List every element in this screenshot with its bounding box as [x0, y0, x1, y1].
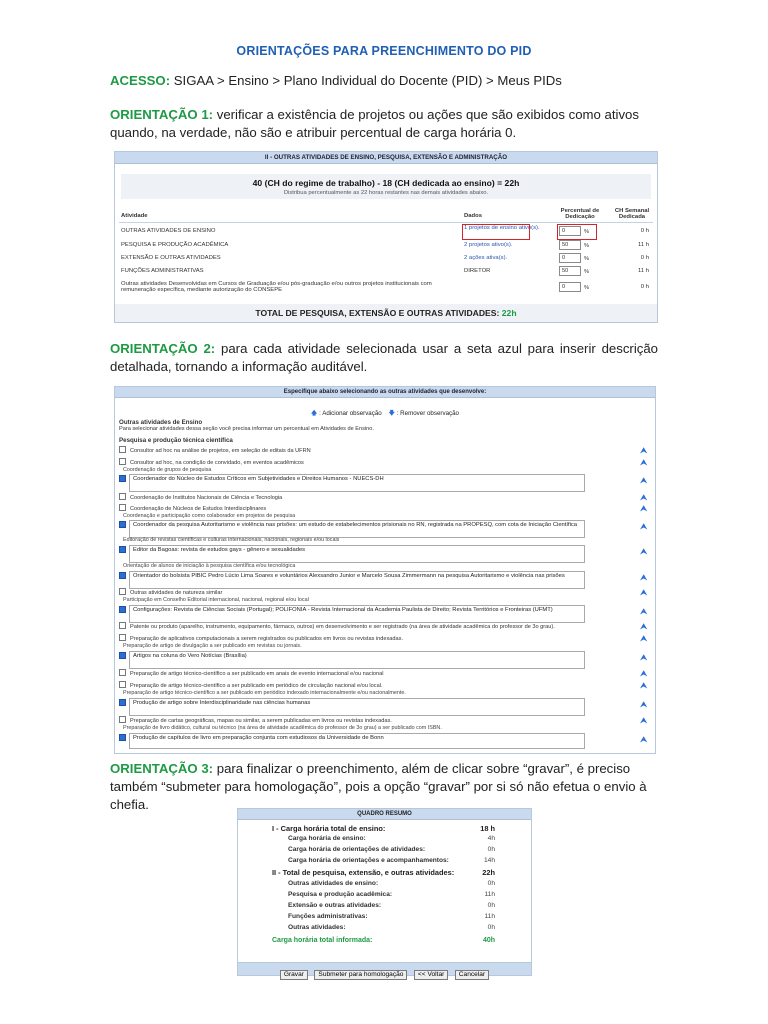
summary-row — [238, 937, 531, 948]
table-row — [119, 279, 653, 297]
arrow-up-icon[interactable]: ⮝ — [640, 493, 647, 502]
row-ch: 0 h — [640, 228, 649, 234]
item-caption: Preparação de artigo técnico-científico a ser publicado em periódico indexado internacionalmente e/ou nacionalmente. — [123, 690, 406, 696]
arrow-up-icon[interactable]: ⮝ — [640, 547, 647, 556]
acesso-text: SIGAA > Ensino > Plano Individual do Docente (PID) > Meus PIDs — [173, 73, 562, 88]
arrow-up-icon[interactable]: ⮝ — [640, 700, 647, 709]
arrow-up-icon[interactable]: ⮝ — [640, 669, 647, 678]
list-item — [119, 635, 639, 642]
observation-textarea[interactable]: Configurações: Revista de Ciências Sociais (Portugal); POLIFONIA - Revista Internacional da Academia Paulista de Direito; Revista Territórios e Fronteiras (UFMT) — [129, 605, 585, 623]
item-label: Outras atividades de natureza similar — [130, 589, 223, 596]
item-label: Preparação de cartas geográficas, mapas ou similar, a serem publicadas em livros ou revistas indexadas. — [130, 717, 392, 724]
ch-summary-box — [121, 174, 651, 199]
summary-row — [238, 824, 531, 835]
add-obs-label: : Adicionar observação — [319, 410, 382, 417]
summary-row — [238, 857, 531, 868]
arrow-up-icon[interactable]: ⮝ — [640, 681, 647, 690]
orientacao2-label: ORIENTAÇÃO 2: — [110, 341, 216, 356]
item-label: Preparação de aplicativos computacionais a serem registrados ou publicados em livros ou revistas indexadas. — [130, 635, 403, 642]
total-bar — [115, 304, 657, 322]
pct-sign: % — [584, 255, 589, 262]
orientacao1-text: verificar a existência de projetos ou ações que são exibidos como ativos quando, na verdade, não são e atribuir percentual de carga horária 0. — [110, 107, 639, 140]
item-caption: Coordenação e participação como colaborador em projetos de pesquisa — [123, 513, 296, 519]
list-item — [119, 682, 639, 689]
item-caption: Coordenação de grupos de pesquisa — [123, 467, 212, 473]
checkbox[interactable] — [119, 588, 126, 595]
observation-legend — [115, 408, 655, 419]
pct-input[interactable]: 50 — [559, 266, 581, 276]
summary-value: 18 h — [480, 824, 495, 833]
row-dados-link[interactable]: 2 ações ativa(s). — [464, 255, 508, 261]
gravar-button[interactable]: Gravar — [280, 970, 308, 980]
table-header — [119, 208, 653, 223]
checkbox-checked[interactable] — [119, 475, 126, 482]
arrow-up-icon[interactable]: ⮝ — [640, 446, 647, 455]
observation-textarea[interactable]: Coordenador da pesquisa Autoritarismo e violência nas prisões: um estudo de estabelecimentos prisionais no RN, registrada na PROPESQ, com cota de Iniciação Científica — [129, 520, 585, 538]
orientacao3-paragraph — [110, 760, 658, 814]
list-item — [119, 623, 639, 630]
summary-row — [238, 913, 531, 924]
section-header: II - OUTRAS ATIVIDADES DE ENSINO, PESQUISA, EXTENSÃO E ADMINISTRAÇÃO — [115, 152, 657, 164]
summary-label: Carga horária de orientações e acompanhamentos: — [288, 857, 449, 864]
cancelar-button[interactable]: Cancelar — [455, 970, 489, 980]
item-label: Patente ou produto (aparelho, instrumento, equipamento, fármaco, outros) em desenvolvimento e ser registrado (na área de atividade acadêmica do professor de 3o grau). — [130, 623, 555, 630]
item-label: Coordenação de Institutos Nacionais de Ciência e Tecnologia — [130, 494, 283, 501]
summary-label: II - Total de pesquisa, extensão, e outras atividades: — [272, 868, 455, 877]
pct-input[interactable]: 0 — [559, 282, 581, 292]
summary-value: 0h — [487, 924, 495, 931]
summary-row — [238, 891, 531, 902]
summary-row — [238, 902, 531, 913]
row-dados-link[interactable]: 1 projetos de ensino ativo(s). — [464, 225, 540, 231]
section-title: Pesquisa e produção técnica científica — [119, 437, 233, 444]
summary-value: 14h — [483, 857, 495, 864]
arrow-up-icon[interactable]: ⮝ — [640, 588, 647, 597]
summary-row — [238, 868, 531, 879]
arrow-up-icon[interactable]: ⮝ — [640, 634, 647, 643]
summary-value: 11h — [484, 891, 495, 898]
summary-value: 4h — [487, 835, 495, 842]
observation-textarea[interactable]: Produção de artigo sobre Interdisciplinaridade nas ciências humanas — [129, 698, 585, 716]
arrow-up-icon[interactable]: ⮝ — [640, 735, 647, 744]
list-item — [119, 447, 639, 454]
pct-input[interactable]: 0 — [559, 253, 581, 263]
item-caption: Preparação de artigo de divulgação a ser publicado em revistas ou jornais. — [123, 643, 302, 649]
summary-row — [238, 880, 531, 891]
arrow-up-icon[interactable]: ⮝ — [640, 653, 647, 662]
highlight-percent-box — [557, 224, 597, 240]
page-title: ORIENTAÇÕES PARA PREENCHIMENTO DO PID — [236, 44, 532, 58]
orientacao3-text: para finalizar o preenchimento, além de clicar sobre “gravar”, é preciso também “submeter para homologação”, pois a opção “gravar” por si só não efetua o envio à chefia. — [110, 761, 647, 812]
row-atividade: Outras atividades Desenvolvidas em Cursos de Graduação e/ou pós-graduação e/ou outros projetos institucionais com remuneração específica, mediante autorização do CONSEPE — [121, 281, 432, 293]
summary-value: 0h — [487, 902, 495, 909]
row-dados: DIRETOR — [464, 268, 491, 274]
row-atividade: FUNÇÕES ADMINISTRATIVAS — [121, 268, 204, 274]
pct-sign: % — [584, 228, 589, 235]
summary-label: I - Carga horária total de ensino: — [272, 824, 386, 833]
checkbox[interactable] — [119, 716, 126, 723]
summary-screenshot — [237, 808, 532, 964]
item-caption: Orientação de alunos de iniciação à pesquisa científica e/ou tecnológica — [123, 563, 296, 569]
row-atividade: OUTRAS ATIVIDADES DE ENSINO — [121, 228, 216, 234]
pct-input[interactable]: 0 — [559, 226, 581, 236]
orientacao3-label: ORIENTAÇÃO 3: — [110, 761, 214, 776]
highlight-dados-box — [462, 224, 530, 240]
item-caption: Editoração de revistas científicas e culturas internacionais, nacionais, regionais e/ou locais — [123, 537, 340, 543]
list-item — [119, 459, 639, 466]
arrow-up-icon[interactable]: ⮝ — [640, 458, 647, 467]
checkbox[interactable] — [119, 504, 126, 511]
arrow-up-icon[interactable]: ⮝ — [640, 716, 647, 725]
total-value: 22h — [501, 308, 517, 318]
selection-header: Especifique abaixo selecionando as outras atividades que desenvolve: — [115, 387, 655, 398]
total-label: TOTAL DE PESQUISA, EXTENSÃO E OUTRAS ATIVIDADES: — [255, 308, 500, 318]
activities-screenshot — [114, 151, 658, 323]
arrow-up-icon[interactable]: ⮝ — [640, 573, 647, 582]
ch-formula: 40 (CH do regime de trabalho) - 18 (CH dedicada ao ensino) = 22h — [252, 178, 520, 188]
pct-sign: % — [584, 268, 589, 275]
summary-label: Extensão e outras atividades: — [288, 902, 382, 909]
summary-label: Pesquisa e produção acadêmica: — [288, 891, 393, 898]
item-label: Preparação de artigo técnico-científico a ser publicado em anais de evento internacional e/ou nacional — [130, 670, 384, 677]
orientacao1-paragraph — [110, 106, 658, 142]
summary-row — [238, 835, 531, 846]
orientacao1-label: ORIENTAÇÃO 1: — [110, 107, 214, 122]
list-item — [119, 717, 639, 724]
ch-instruction: Distribua percentualmente as 22 horas restantes nas demais atividades abaixo. — [283, 190, 489, 196]
checkbox-checked[interactable] — [119, 606, 126, 613]
checkbox[interactable] — [119, 634, 126, 641]
checkbox[interactable] — [119, 681, 126, 688]
summary-value: 40h — [482, 937, 495, 944]
arrow-up-icon[interactable]: ⮝ — [640, 476, 647, 485]
activities-table — [119, 208, 653, 300]
observation-textarea[interactable]: Coordenador do Núcleo de Estudos Críticos em Subjetividades e Direitos Humanos - NUECS-DH — [129, 474, 585, 492]
list-item — [119, 589, 639, 596]
checkbox-checked[interactable] — [119, 734, 126, 741]
summary-label: Outras atividades de ensino: — [288, 880, 379, 887]
checkbox-checked[interactable] — [119, 652, 126, 659]
observation-textarea[interactable]: Artigos na coluna do Vero Notícias (Brasília) — [129, 651, 585, 669]
item-caption: Preparação de livro didático, cultural ou técnico (na área de atividade acadêmica do professor de 3o grau) a ser publicado com ISBN. — [123, 725, 442, 731]
voltar-button[interactable]: << Voltar — [414, 970, 448, 980]
acesso-paragraph — [110, 72, 658, 90]
arrow-up-icon[interactable]: ⮝ — [640, 607, 647, 616]
summary-header: QUADRO RESUMO — [238, 809, 531, 820]
section-ensino — [119, 419, 639, 432]
submeter-button[interactable]: Submeter para homologação — [314, 970, 407, 980]
summary-label: Carga horária de orientações de atividades: — [288, 846, 426, 853]
item-label: Preparação de artigo técnico-científico a ser publicado em periódico de circulação nacional e/ou local. — [130, 682, 383, 689]
table-row — [119, 266, 653, 278]
summary-value: 22h — [482, 868, 495, 877]
remove-obs-label: : Remover observação — [396, 410, 459, 417]
list-item — [119, 670, 639, 677]
remove-arrow-icon: 🡇 — [388, 410, 395, 417]
add-arrow-icon: 🡅 — [311, 410, 318, 417]
list-item — [119, 494, 639, 501]
summary-row — [238, 924, 531, 935]
row-ch: 0 h — [640, 284, 649, 290]
col-percentual: Percentual de Dedicação — [560, 208, 600, 220]
section-title: Outras atividades de Ensino — [119, 419, 203, 426]
arrow-up-icon[interactable]: ⮝ — [640, 622, 647, 631]
row-ch: 11 h — [637, 268, 649, 274]
summary-value: 0h — [487, 846, 495, 853]
summary-value: 0h — [487, 880, 495, 887]
summary-value: 11h — [484, 913, 495, 920]
checkbox[interactable] — [119, 622, 126, 629]
row-dados-link[interactable]: 2 projetos ativo(s). — [464, 242, 513, 248]
list-item — [119, 505, 639, 512]
pct-input[interactable]: 50 — [559, 240, 581, 250]
summary-label: Carga horária de ensino: — [288, 835, 366, 842]
checkbox[interactable] — [119, 446, 126, 453]
summary-label: Outras atividades: — [288, 924, 346, 931]
row-ch: 11 h — [637, 242, 649, 248]
pct-sign: % — [584, 284, 589, 291]
checkbox[interactable] — [119, 493, 126, 500]
arrow-up-icon[interactable]: ⮝ — [640, 504, 647, 513]
checkbox[interactable] — [119, 669, 126, 676]
checkbox-checked[interactable] — [119, 699, 126, 706]
observation-textarea[interactable]: Produção de capítulos de livro em preparação conjunta com estudiosos da Universidade de Bonn — [129, 733, 585, 749]
summary-label: Carga horária total informada: — [272, 937, 373, 944]
col-dados: Dados — [464, 213, 483, 219]
activity-selection-screenshot — [114, 386, 656, 754]
observation-textarea[interactable]: Editor da Bagoas: revista de estudos gays - gênero e sexualidades — [129, 545, 585, 563]
col-atividade: Atividade — [121, 213, 148, 219]
item-label: Coordenação de Núcleos de Estudos Interdisciplinares — [130, 505, 267, 512]
summary-row — [238, 846, 531, 857]
summary-label: Funções administrativas: — [288, 913, 368, 920]
item-label: Consultor ad hoc na análise de projetos, em seleção de editais da UFRN — [130, 447, 311, 454]
item-caption: Participação em Conselho Editorial internacional, nacional, regional e/ou local — [123, 597, 309, 603]
checkbox-checked[interactable] — [119, 572, 126, 579]
checkbox-checked[interactable] — [119, 546, 126, 553]
pct-sign: % — [584, 242, 589, 249]
col-ch-semanal: CH Semanal Dedicada — [614, 208, 650, 220]
table-row — [119, 253, 653, 265]
item-label: Consultor ad hoc, na condição de convidado, em eventos acadêmicos — [130, 459, 304, 466]
section-note: Para selecionar atividades dessa seção você precisa informar um percentual em Atividades de Ensino. — [119, 426, 374, 432]
orientacao2-paragraph — [110, 340, 658, 376]
action-buttons-bar — [237, 962, 532, 976]
table-row — [119, 240, 653, 252]
orientacao2-text: para cada atividade selecionada usar a seta azul para inserir descrição detalhada, tornando a informação auditável. — [110, 341, 659, 374]
acesso-label: ACESSO: — [110, 73, 171, 88]
checkbox-checked[interactable] — [119, 521, 126, 528]
checkbox[interactable] — [119, 458, 126, 465]
row-atividade: PESQUISA E PRODUÇÃO ACADÊMICA — [121, 242, 229, 248]
row-ch: 0 h — [640, 255, 649, 261]
observation-textarea[interactable]: Orientador do bolsista PIBIC Pedro Lúcio Lima Soares e voluntários Alexsandro Junior e Marcelo Sousa Zimmermann na pesquisa Autoritarismo e violência nas prisões — [129, 571, 585, 589]
row-atividade: EXTENSÃO E OUTRAS ATIVIDADES — [121, 255, 221, 261]
arrow-up-icon[interactable]: ⮝ — [640, 522, 647, 531]
